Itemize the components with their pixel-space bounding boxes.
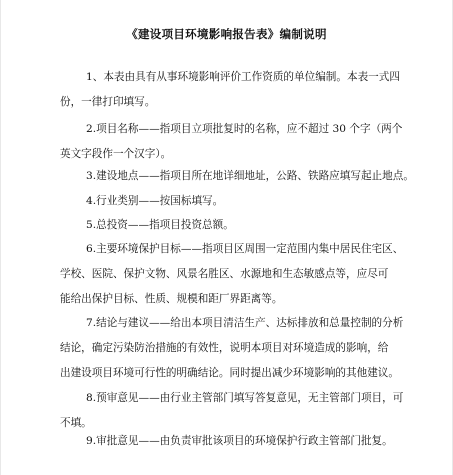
- paragraph-line: 不填。: [60, 417, 92, 429]
- paragraph-line: 3.建设地点——指项目所在地详细地址，公路、铁路应填写起止地点。: [86, 170, 414, 182]
- paragraph-line: 7.结论与建议——给出本项目清洁生产、达标排放和总量控制的分析: [86, 317, 404, 329]
- paragraph-line: 出建设项目环境可行性的明确结论。同时提出减少环境影响的其他建议。: [60, 367, 399, 379]
- paragraph-line: 1、本表由具有从事环境影响评价工作资质的单位编制。本表一式四: [86, 71, 400, 83]
- paragraph-line: 4.行业类别——按国标填写。: [86, 195, 224, 207]
- paragraph-1: [60, 65, 412, 115]
- paragraph-line: 2.项目名称——指项目立项批复时的名称，应不超过 30 个字（两个: [86, 123, 403, 135]
- paragraph-7: [60, 311, 412, 386]
- paragraph-line: 份，一律打印填写。: [60, 96, 156, 108]
- paragraph-line: 结论，确定污染防治措施的有效性，说明本项目对环境造成的影响，给: [60, 342, 389, 354]
- paragraph-2: [60, 117, 412, 167]
- paragraph-line: 英文字段作一个汉字）。: [60, 148, 172, 160]
- document-title: 《建设项目环境影响报告表》编制说明: [126, 27, 327, 41]
- paragraph-6: [60, 237, 412, 312]
- paragraph-5: [60, 213, 412, 238]
- paragraph-line: 9.审批意见——由负责审批该项目的环境保护行政主管部门批复。: [86, 435, 393, 447]
- paragraph-4: [60, 189, 412, 214]
- paragraph-line: 8.预审意见——由行业主管部门填写答复意见，无主管部门项目，可: [86, 392, 404, 404]
- page-left-edge: [0, 0, 1, 475]
- paragraph-3: [60, 164, 412, 189]
- paragraph-line: 6.主要环境保护目标——指项目区周围一定范围内集中居民住宅区、: [86, 243, 404, 255]
- paragraph-line: 学校、医院、保护文物、风景名胜区、水源地和生态敏感点等，应尽可: [60, 268, 389, 280]
- paragraph-9: [60, 429, 412, 454]
- paragraph-line: 5.总投资——指项目投资总额。: [86, 219, 234, 231]
- paragraph-line: 能给出保护目标、性质、规模和距厂界距离等。: [60, 293, 283, 305]
